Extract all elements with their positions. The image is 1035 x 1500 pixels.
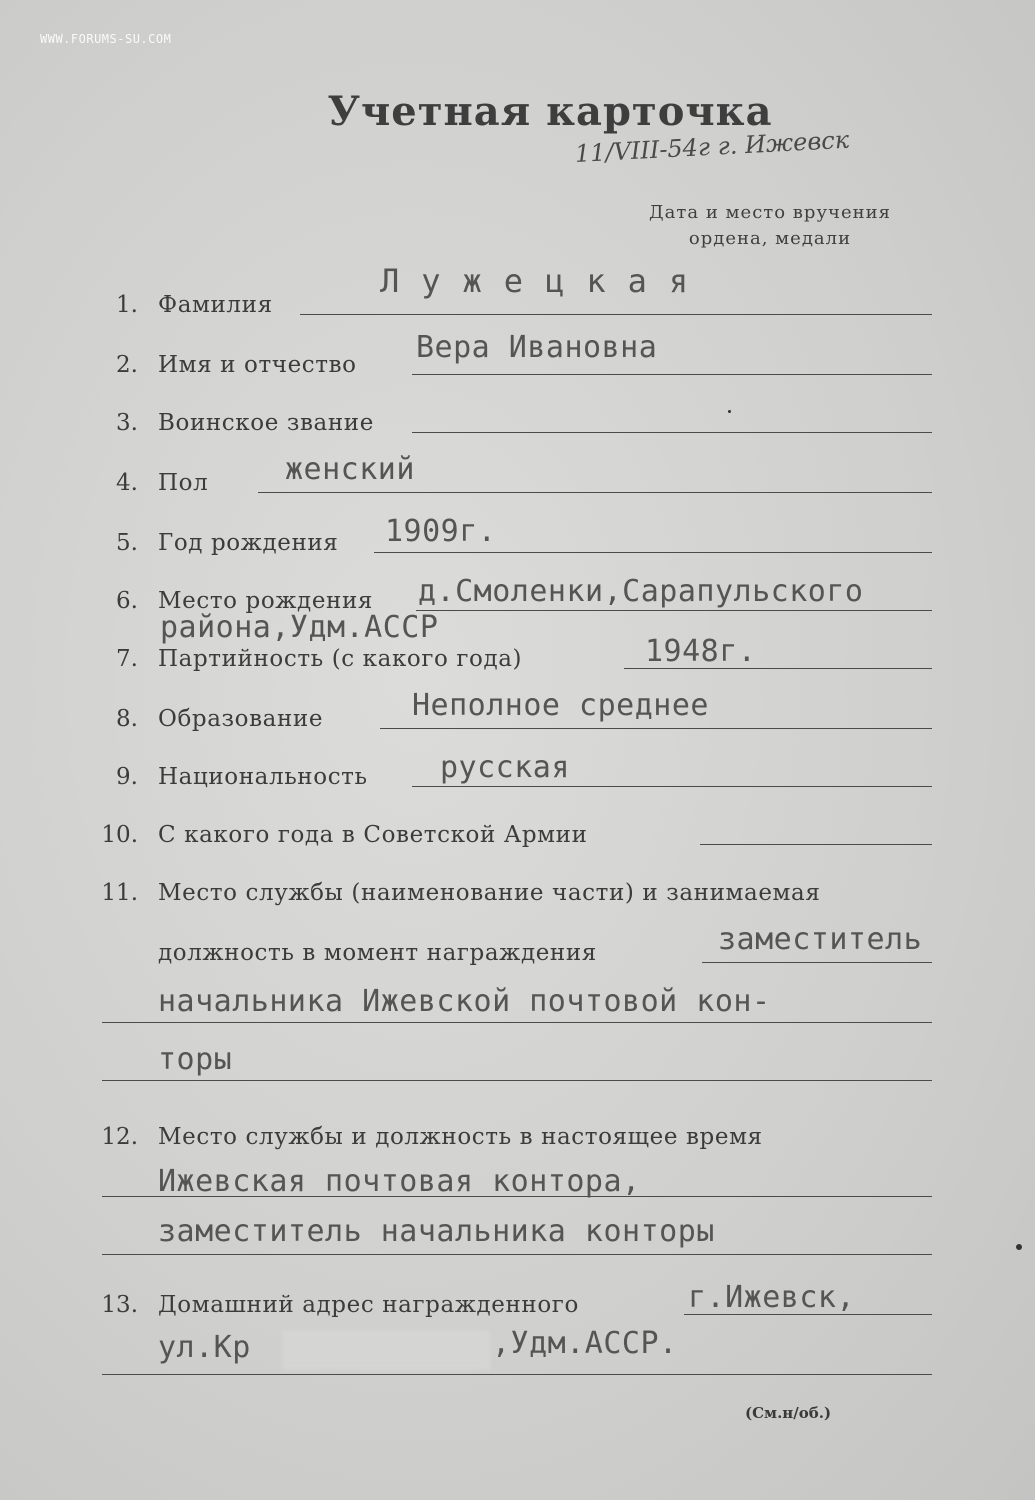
see-reverse-note: (См.н/об.) — [745, 1404, 832, 1422]
award-caption-line-1: Дата и место вручения — [649, 202, 891, 223]
field-2-value: Вера Ивановна — [416, 330, 658, 365]
field-13-value: г.Ижевск, — [688, 1280, 856, 1315]
redacted-address — [282, 1330, 490, 1370]
field-2-number: 2. — [116, 352, 138, 378]
field-6-line — [416, 610, 932, 611]
field-6-value-line-2: района,Удм.АССР — [160, 610, 439, 645]
field-7-number: 7. — [116, 646, 138, 672]
field-4-value: женский — [285, 452, 415, 487]
field-10-number: 10. — [101, 822, 138, 848]
ink-speck — [728, 410, 731, 413]
field-10-line — [700, 844, 932, 845]
field-4-line — [258, 492, 932, 493]
field-6-number: 6. — [116, 588, 138, 614]
field-13-value-line-2a: ул.Кр — [158, 1330, 251, 1365]
field-11-label: Место службы (наименование части) и занимаемая — [158, 880, 821, 906]
field-10-label: С какого года в Советской Армии — [158, 822, 588, 848]
field-8-label: Образование — [158, 706, 324, 732]
field-13-value-line-2b: ,Удм.АССР. — [492, 1326, 678, 1361]
field-1-label: Фамилия — [158, 292, 273, 318]
field-1-value: Лужецкая — [380, 262, 711, 300]
field-11-line-3 — [102, 1080, 932, 1081]
field-12-value: Ижевская почтовая контора, — [158, 1164, 641, 1199]
field-6-value: д.Смоленки,Сарапульского — [418, 574, 864, 609]
field-11-value: заместитель — [718, 922, 923, 957]
field-3-line — [412, 432, 932, 433]
field-13-label: Домашний адрес награжденного — [158, 1292, 579, 1318]
field-2-line — [412, 374, 932, 375]
ink-speck — [1016, 1244, 1022, 1250]
field-7-label: Партийность (с какого года) — [158, 646, 523, 672]
field-9-value: русская — [440, 750, 570, 785]
field-5-line — [374, 552, 932, 553]
field-11-value-line-3: торы — [158, 1042, 233, 1077]
field-4-number: 4. — [116, 470, 138, 496]
field-13-number: 13. — [101, 1292, 138, 1318]
award-caption-line-2: ордена, медали — [688, 228, 852, 249]
field-12-value-line-2: заместитель начальника конторы — [158, 1214, 715, 1249]
field-2-label: Имя и отчество — [158, 352, 357, 378]
field-9-number: 9. — [116, 764, 138, 790]
field-11-line-1 — [702, 962, 932, 963]
field-12-number: 12. — [101, 1124, 138, 1150]
award-date-place-handwriting: 11/VIII-54г г. Ижевск — [574, 125, 850, 168]
field-1-number: 1. — [116, 292, 138, 318]
field-5-label: Год рождения — [158, 530, 339, 556]
field-8-line — [380, 728, 932, 729]
field-4-label: Пол — [158, 470, 209, 496]
field-1-line — [300, 314, 932, 315]
field-5-number: 5. — [116, 530, 138, 556]
field-3-label: Воинское звание — [158, 410, 374, 436]
field-7-value: 1948г. — [645, 634, 757, 669]
field-8-number: 8. — [116, 706, 138, 732]
field-11-label-line-2: должность в момент награждения — [158, 940, 597, 966]
field-3-number: 3. — [116, 410, 138, 436]
field-5-value: 1909г. — [385, 514, 497, 549]
field-12-line-2 — [102, 1254, 932, 1255]
field-13-line-2 — [102, 1374, 932, 1375]
field-8-value: Неполное среднее — [412, 688, 709, 723]
card-title: Учетная карточка — [327, 88, 773, 135]
field-11-line-2 — [102, 1022, 932, 1023]
field-11-number: 11. — [101, 880, 138, 906]
field-9-label: Национальность — [158, 764, 368, 790]
field-9-line — [412, 786, 932, 787]
field-6-label: Место рождения — [158, 588, 373, 614]
watermark: WWW.FORUMS-SU.COM — [40, 32, 172, 46]
field-11-value-line-2: начальника Ижевской почтовой кон- — [158, 984, 771, 1019]
award-caption — [600, 200, 940, 252]
field-12-label: Место службы и должность в настоящее время — [158, 1124, 763, 1150]
